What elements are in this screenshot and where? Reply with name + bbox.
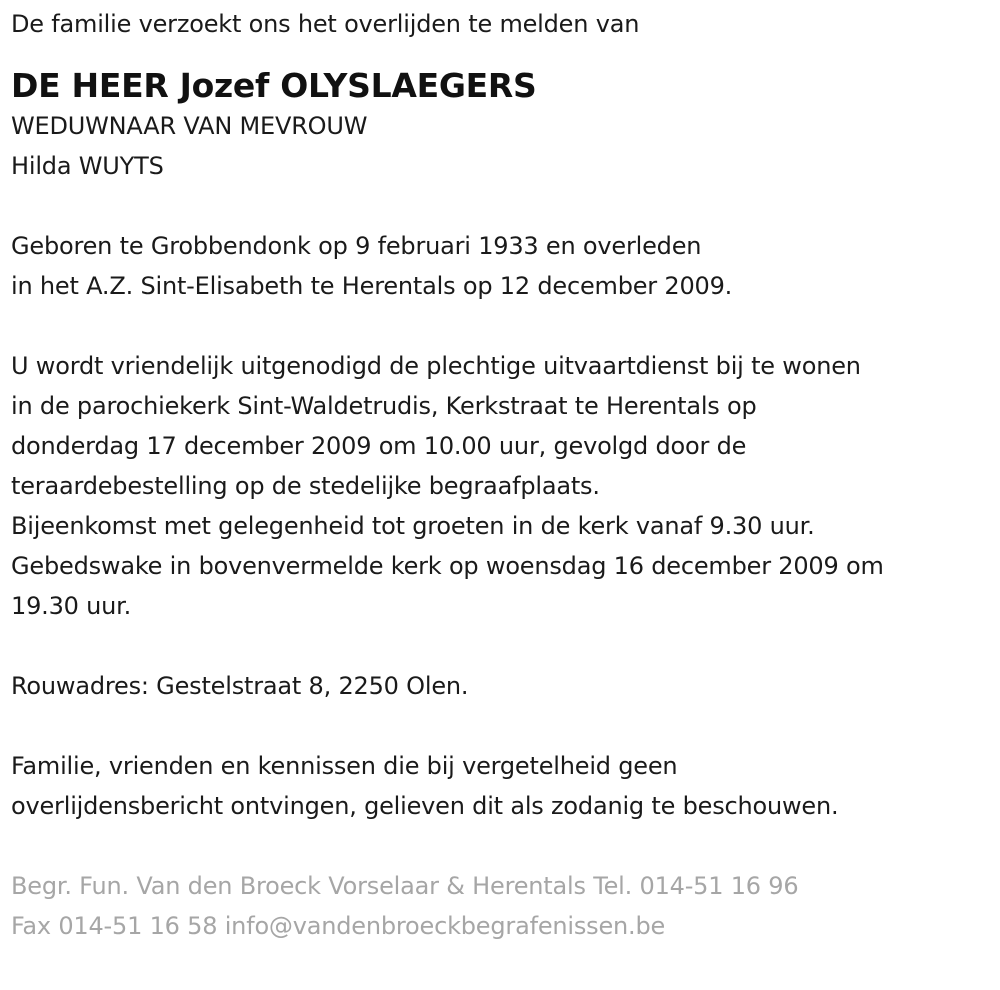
paragraph-line: overlijdensbericht ontvingen, gelieven dit als zodanig te beschouwen. [11, 792, 839, 820]
paragraph-line: teraardebestelling op de stedelijke begraafplaats. [11, 472, 600, 500]
paragraph-line: in de parochiekerk Sint-Waldetrudis, Kerkstraat te Herentals op [11, 392, 757, 420]
closing-paragraph [11, 746, 996, 826]
paragraph-line: donderdag 17 december 2009 om 10.00 uur, gevolgd door de [11, 432, 747, 460]
spacer [11, 626, 996, 666]
death-notice [11, 4, 996, 946]
mourning-address: Rouwadres: Gestelstraat 8, 2250 Olen. [11, 672, 469, 700]
paragraph-line: U wordt vriendelijk uitgenodigd de plechtige uitvaartdienst bij te wonen [11, 352, 861, 380]
spacer [11, 186, 996, 226]
funeral-home-footer [11, 866, 996, 946]
paragraph-line: Geboren te Grobbendonk op 9 februari 1933 en overleden [11, 232, 702, 260]
birth-death-paragraph [11, 226, 996, 306]
relation-text: WEDUWNAAR VAN MEVROUW [11, 112, 368, 140]
paragraph-line: Familie, vrienden en kennissen die bij vergetelheid geen [11, 752, 678, 780]
spouse-name: Hilda WUYTS [11, 152, 164, 180]
footer-line: Begr. Fun. Van den Broeck Vorselaar & Herentals Tel. 014-51 16 96 [11, 872, 799, 900]
spacer [11, 306, 996, 346]
footer-line: Fax 014-51 16 58 info@vandenbroeckbegrafenissen.be [11, 912, 666, 940]
intro-text: De familie verzoekt ons het overlijden te melden van [11, 10, 640, 38]
paragraph-line: in het A.Z. Sint-Elisabeth te Herentals op 12 december 2009. [11, 272, 733, 300]
paragraph-line: 19.30 uur. [11, 592, 132, 620]
spacer [11, 826, 996, 866]
spacer [11, 706, 996, 746]
paragraph-line: Bijeenkomst met gelegenheid tot groeten in de kerk vanaf 9.30 uur. [11, 512, 815, 540]
paragraph-line: Gebedswake in bovenvermelde kerk op woensdag 16 december 2009 om [11, 552, 884, 580]
relation-block [11, 106, 996, 186]
ceremony-paragraph [11, 346, 996, 626]
deceased-name: DE HEER Jozef OLYSLAEGERS [11, 66, 537, 105]
